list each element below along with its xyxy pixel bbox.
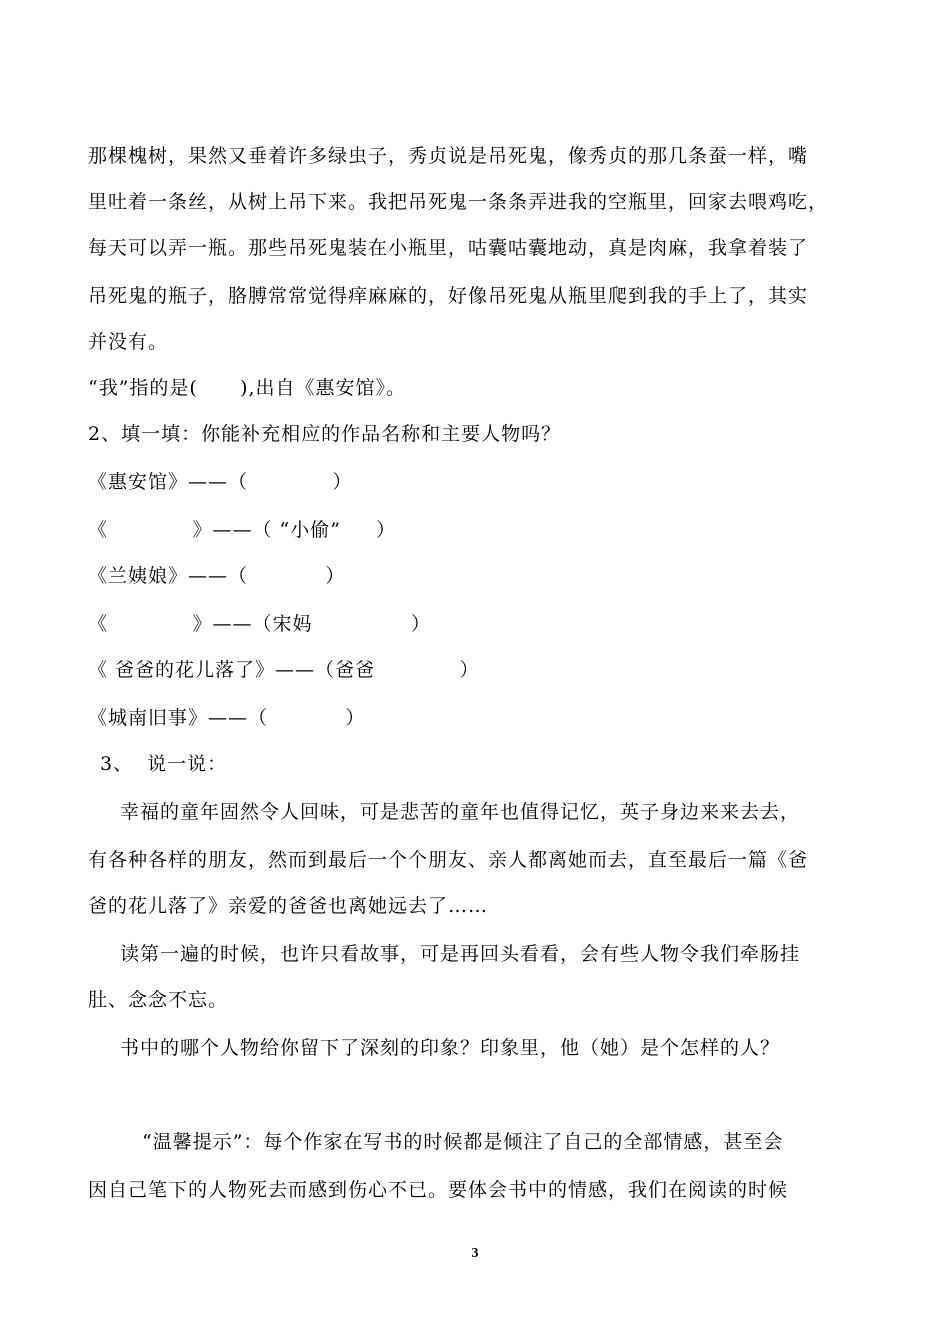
question-2-title: 2、填一填：你能补充相应的作品名称和主要人物吗？ [88, 423, 562, 445]
paragraph-line: 肚、念念不忘。 [88, 989, 229, 1011]
fill-in-row: 《城南旧事》——（ ） [88, 707, 366, 729]
paragraph-line: 爸的花儿落了》亲爱的爸爸也离她远去了…… [88, 895, 489, 917]
fill-in-row: 《惠安馆》——（ ） [88, 471, 353, 493]
fill-in-row: 《 》——（宋妈 ） [88, 613, 432, 635]
paragraph-line: 幸福的童年固然令人回味，可是悲苦的童年也值得记忆，英子身边来来去去， [120, 801, 801, 823]
passage-question: “我”指的是( ),出自《惠安馆》。 [88, 377, 407, 399]
tip-line: 因自己笔下的人物死去而感到伤心不已。要体会书中的情感，我们在阅读的时候 [88, 1179, 789, 1201]
question-3-prompt: 书中的哪个人物给你留下了深刻的印象？印象里，他（她）是个怎样的人？ [120, 1037, 781, 1059]
fill-in-row: 《 爸爸的花儿落了》——（爸爸 ） [88, 659, 480, 681]
fill-in-row: 《 》——（ “小偷” ） [88, 519, 397, 541]
paragraph-line: 有各种各样的朋友，然而到最后一个个朋友、亲人都离她而去，直至最后一篇《爸 [88, 849, 809, 871]
passage-line: 每天可以弄一瓶。那些吊死鬼装在小瓶里，咕囊咕囊地动，真是肉麻，我拿着装了 [88, 237, 809, 259]
passage-line: 里吐着一条丝，从树上吊下来。我把吊死鬼一条条弄进我的空瓶里，回家去喂鸡吃， [88, 191, 829, 213]
paragraph-line: 读第一遍的时候，也许只看故事，可是再回头看看，会有些人物令我们牵肠挂 [120, 943, 801, 965]
question-3-title: 3、 说一说： [100, 753, 228, 775]
tip-line: “温馨提示”：每个作家在写书的时候都是倾注了自己的全部情感，甚至会 [142, 1131, 784, 1153]
passage-line: 吊死鬼的瓶子，胳膊常常觉得痒麻麻的，好像吊死鬼从瓶里爬到我的手上了，其实 [88, 285, 809, 307]
page-number: 3 [471, 1246, 479, 1261]
fill-in-row: 《兰姨娘》——（ ） [88, 565, 346, 587]
passage-line: 那棵槐树，果然又垂着许多绿虫子，秀贞说是吊死鬼，像秀贞的那几条蚕一样，嘴 [88, 145, 809, 167]
passage-line: 并没有。 [88, 331, 169, 353]
